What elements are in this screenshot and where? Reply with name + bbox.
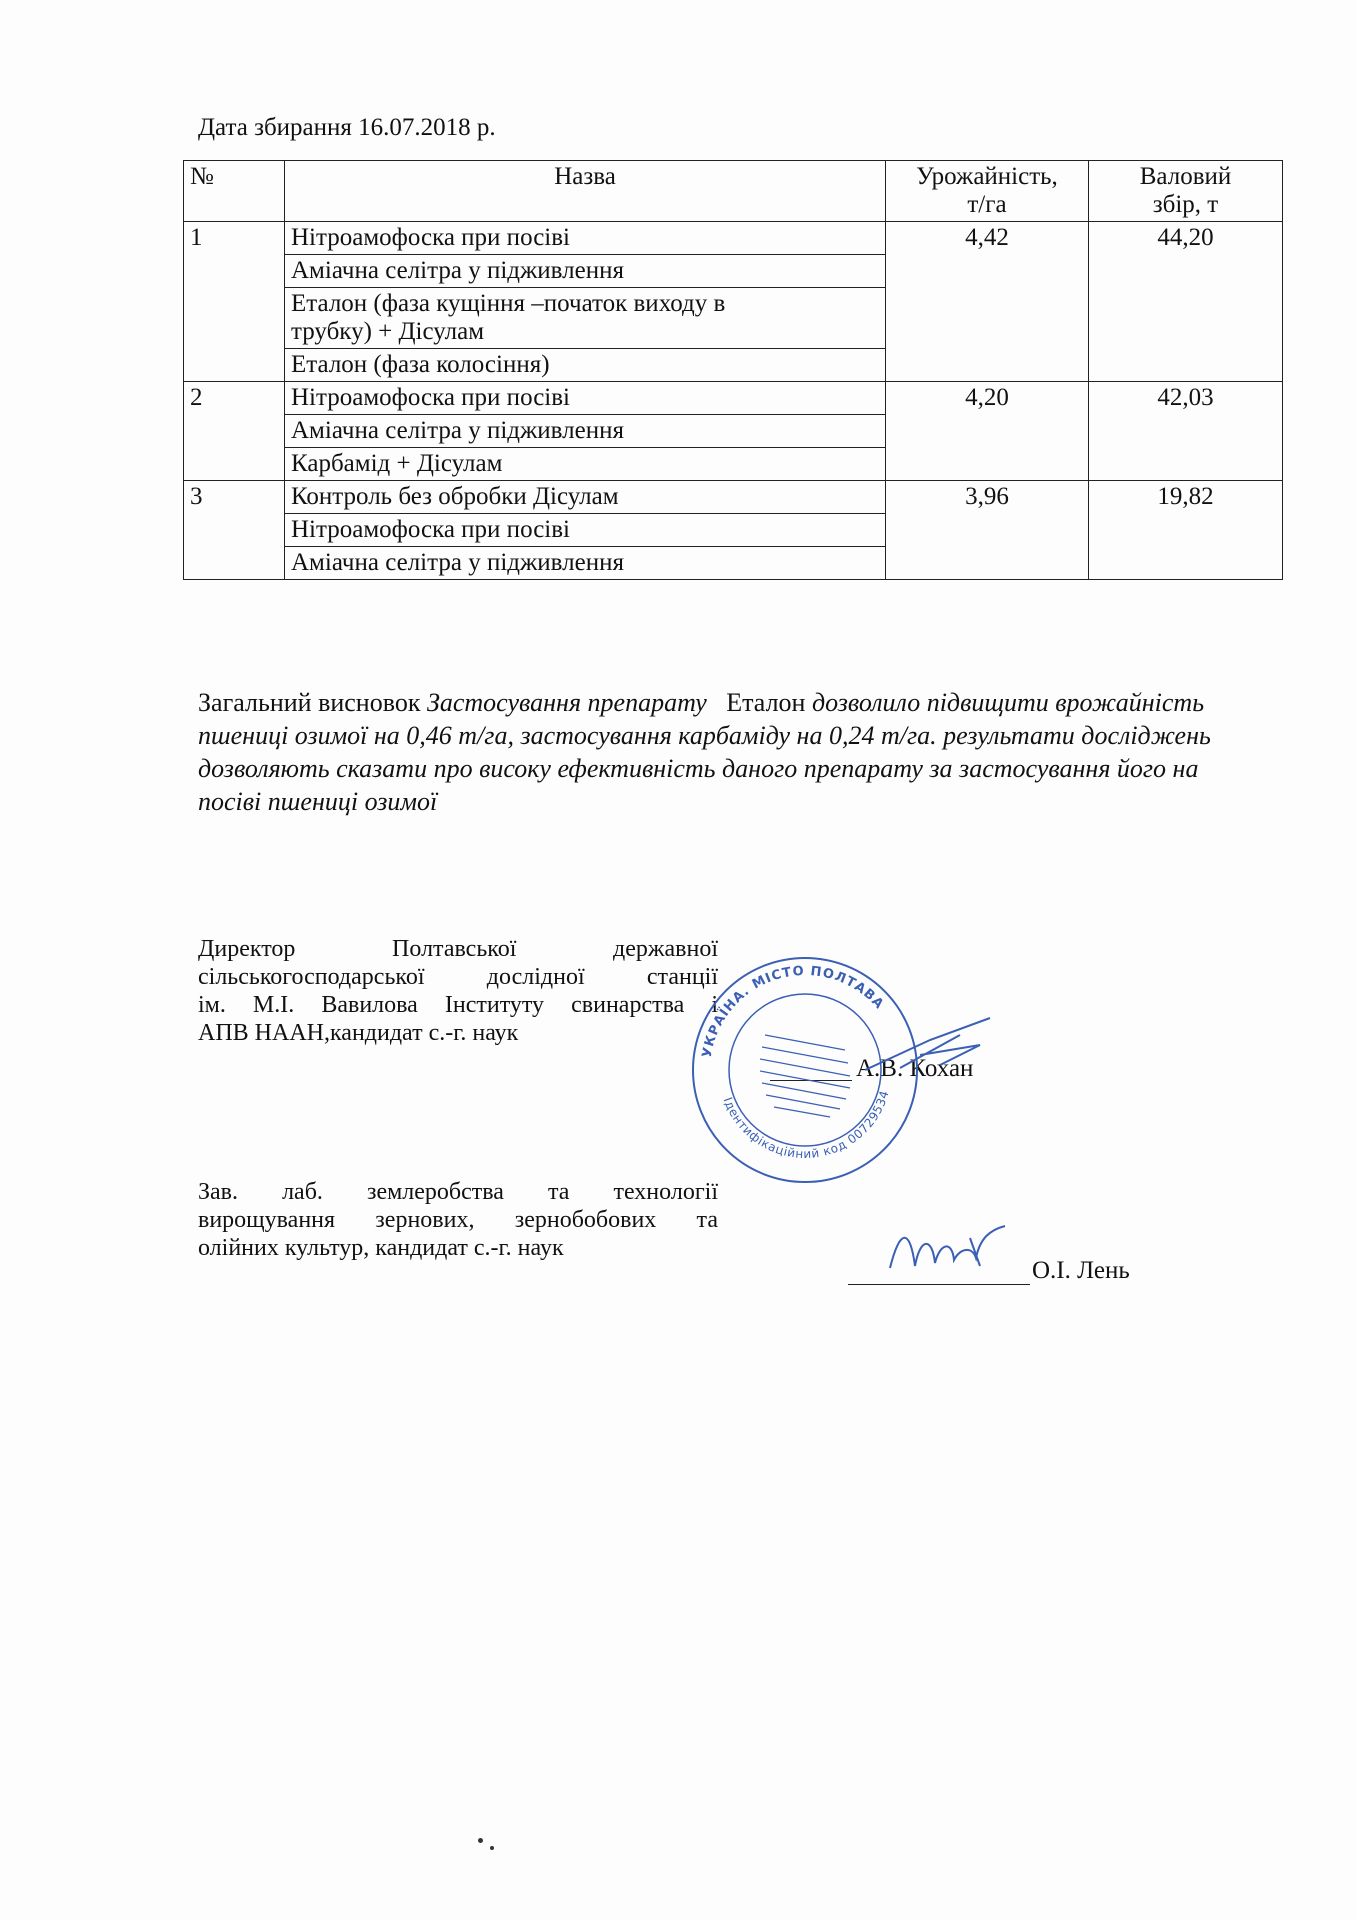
treatment-name: Нітроамофоска при посіві	[285, 514, 886, 547]
header-gross: Валовий збір, т	[1089, 161, 1283, 222]
treatment-name: Аміачна селітра у підживлення	[285, 547, 886, 580]
treatment-name: Нітроамофоска при посіві	[285, 382, 886, 415]
lab-head-signature-scribble	[880, 1218, 1030, 1288]
treatment-name: Аміачна селітра у підживлення	[285, 415, 886, 448]
director-title: Директор Полтавської державної сільськогосподарської дослідної станції ім. М.І. Вавилова Інституту свинарства і АПВ НААН,кандидат с.-г. наук	[198, 936, 718, 1046]
director-signature-scribble	[860, 1010, 1000, 1080]
svg-text:УКРАЇНА. МІСТО ПОЛТАВА: УКРАЇНА. МІСТО ПОЛТАВА	[699, 963, 887, 1059]
table-row	[184, 382, 1283, 415]
header-num: №	[184, 161, 285, 222]
stray-mark	[490, 1846, 494, 1850]
product-name: Еталон	[726, 688, 806, 717]
treatment-name: Еталон (фаза колосіння)	[285, 349, 886, 382]
harvest-date: Дата збирання 16.07.2018 р.	[198, 114, 496, 141]
table-row	[184, 222, 1283, 255]
yield-value: 4,42	[886, 222, 1089, 382]
table-row	[184, 481, 1283, 514]
treatment-name: Нітроамофоска при посіві	[285, 222, 886, 255]
treatment-name: Контроль без обробки Дісулам	[285, 481, 886, 514]
header-name: Назва	[285, 161, 886, 222]
director-name: А.В. Кохан	[856, 1055, 974, 1082]
treatment-name: Карбамід + Дісулам	[285, 448, 886, 481]
table-header-row	[184, 161, 1283, 222]
header-yield: Урожайність, т/га	[886, 161, 1089, 222]
conclusion-label: Загальний висновок	[198, 688, 421, 717]
yield-value: 3,96	[886, 481, 1089, 580]
treatment-name: Аміачна селітра у підживлення	[285, 255, 886, 288]
conclusion-text-1: Застосування препарату	[426, 688, 707, 717]
treatment-name: Еталон (фаза кущіння –початок виходу в трубку) + Дісулам	[285, 288, 886, 349]
gross-value: 19,82	[1089, 481, 1283, 580]
conclusion-text-2: дозволило підвищити врожайність пшениці озимої на 0,46 т/га, застосування карбаміду на 0,24 т/га. результати досліджень дозволяють сказати про високу ефективність даного препарату за застосування його на посіві пшениці озимої	[198, 688, 1211, 816]
yield-value: 4,20	[886, 382, 1089, 481]
gross-value: 44,20	[1089, 222, 1283, 382]
results-table	[183, 160, 1283, 580]
general-conclusion	[198, 686, 1248, 818]
stray-mark	[478, 1838, 483, 1843]
svg-text:Ідентифікаційний код 00729534: Ідентифікаційний код 00729534	[720, 1088, 892, 1162]
gross-value: 42,03	[1089, 382, 1283, 481]
lab-head-title: Зав. лаб. землеробства та технології вирощування зернових, зернобобових та олійних культур, кандидат с.-г. наук	[198, 1179, 718, 1261]
row-number: 1	[184, 222, 285, 382]
lab-head-signature-line	[848, 1284, 1030, 1285]
row-number: 2	[184, 382, 285, 481]
lab-head-name: О.І. Лень	[1032, 1257, 1130, 1284]
row-number: 3	[184, 481, 285, 580]
